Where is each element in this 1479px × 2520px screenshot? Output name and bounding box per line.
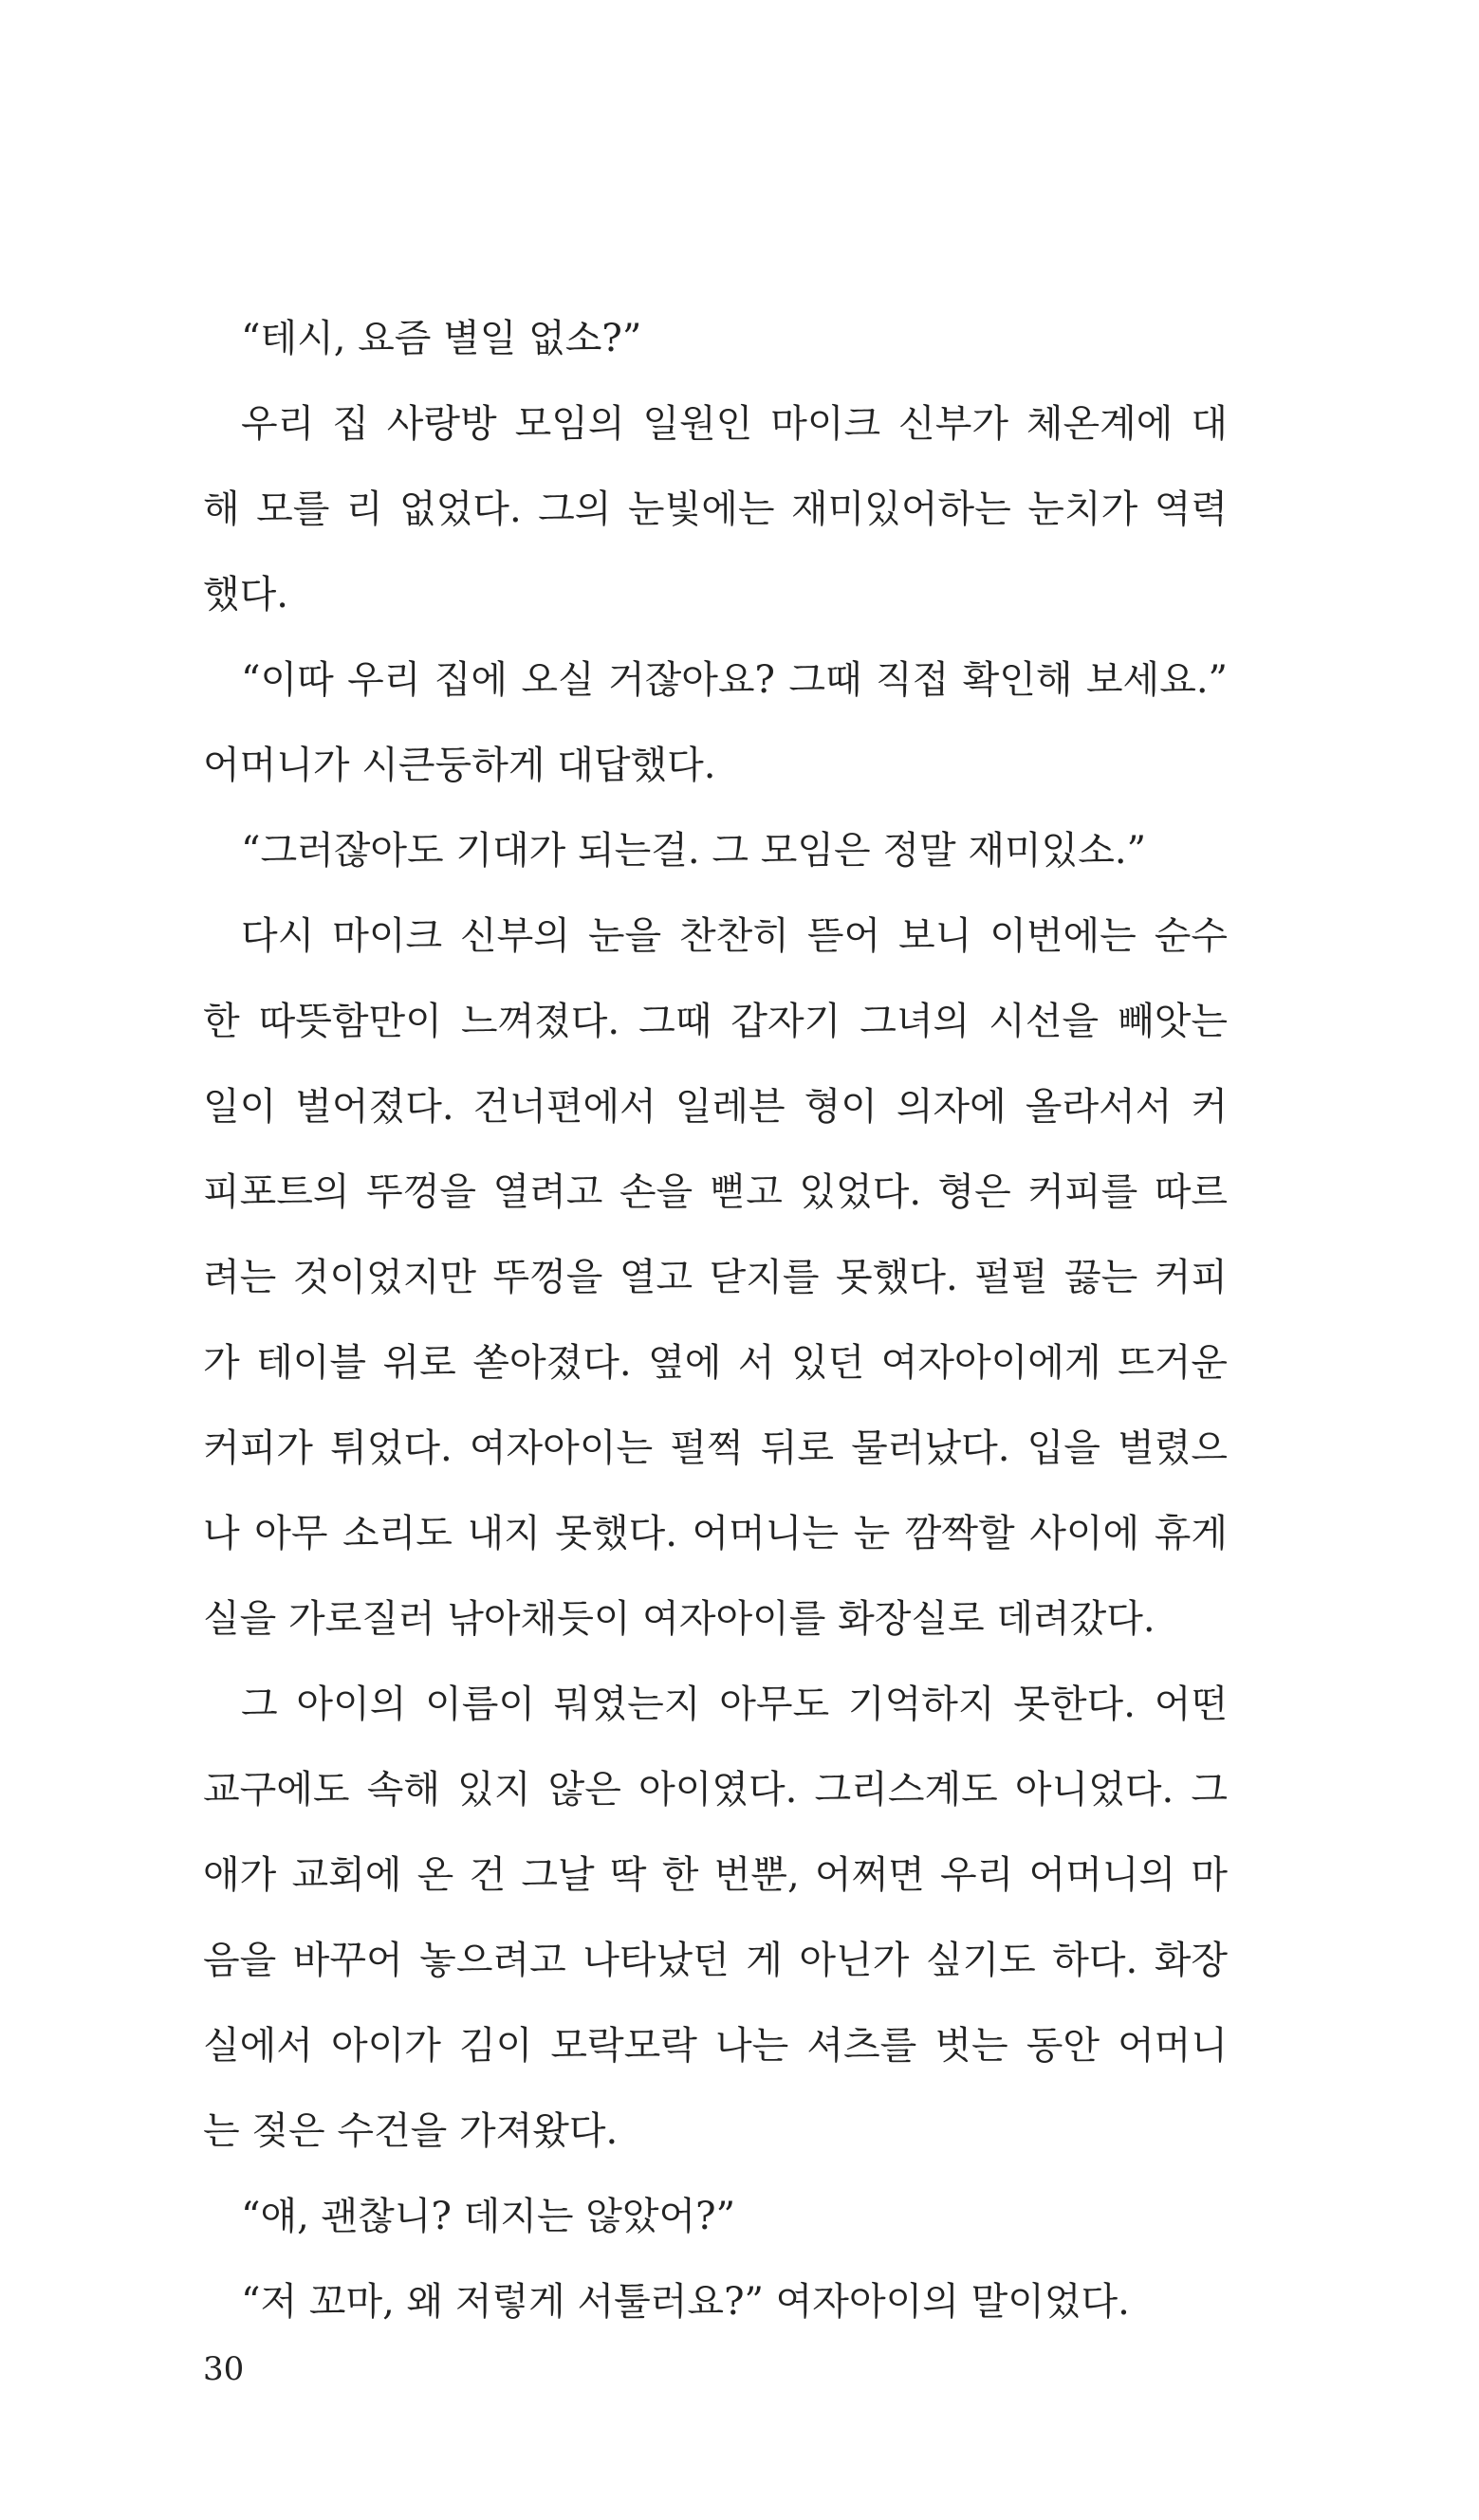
text-line: “얘, 괜찮니? 데지는 않았어?” [241,2195,736,2238]
text-line: 음을 바꾸어 놓으려고 나타났던 게 아닌가 싶기도 하다. 화장 [203,1939,1228,1982]
text-line: 려는 것이었지만 뚜껑을 열고 닫지를 못했다. 펄펄 끓는 커피 [203,1256,1228,1299]
text-line: 우리 집 사랑방 모임의 일원인 마이크 신부가 체온계에 대 [241,402,1228,446]
text-line: 한 따뜻함만이 느껴졌다. 그때 갑자기 그녀의 시선을 빼앗는 [203,1000,1228,1043]
text-line: 애가 교회에 온 건 그날 딱 한 번뿐, 어쩌면 우리 어머니의 마 [203,1853,1228,1897]
text-line: 실에서 아이가 김이 모락모락 나는 셔츠를 벗는 동안 어머니 [203,2024,1228,2068]
text-line: 해 모를 리 없었다. 그의 눈빛에는 재미있어하는 눈치가 역력 [203,487,1228,531]
text-line: “이따 우리 집에 오실 거잖아요? 그때 직접 확인해 보세요.” [241,658,1228,702]
text-line: 커피가 튀었다. 여자아이는 펄쩍 뒤로 물러났다. 입을 벌렸으 [203,1426,1228,1470]
text-line: “그러잖아도 기대가 되는걸. 그 모임은 정말 재미있소.” [241,829,1147,873]
text-line: “저 꼬마, 왜 저렇게 서툴러요?” 여자아이의 말이었다. [241,2280,1130,2324]
text-line: 그 아이의 이름이 뭐였는지 아무도 기억하지 못한다. 어떤 [241,1683,1228,1726]
text-line: 가 테이블 위로 쏟아졌다. 옆에 서 있던 여자아이에게 뜨거운 [203,1341,1228,1385]
text-line: 실을 가로질러 낚아채듯이 여자아이를 화장실로 데려갔다. [203,1597,1155,1641]
text-line: 했다. [203,573,288,616]
body-text [203,296,1228,2345]
text-line: 피포트의 뚜껑을 열려고 손을 뻗고 있었다. 형은 커피를 따르 [203,1170,1228,1214]
text-line: 나 아무 소리도 내지 못했다. 어머니는 눈 깜짝할 사이에 휴게 [203,1512,1228,1555]
text-line: 일이 벌어졌다. 건너편에서 일레븐 형이 의자에 올라서서 커 [203,1085,1228,1129]
text-line: 교구에도 속해 있지 않은 아이였다. 그리스계도 아니었다. 그 [203,1768,1228,1812]
text-line: 어머니가 시큰둥하게 대답했다. [203,744,716,787]
text-line: “테시, 요즘 별일 없소?” [241,317,642,360]
text-line: 다시 마이크 신부의 눈을 찬찬히 뜯어 보니 이번에는 순수 [241,914,1228,958]
text-line: 는 젖은 수건을 가져왔다. [203,2109,619,2153]
page-number: 30 [203,2350,245,2388]
